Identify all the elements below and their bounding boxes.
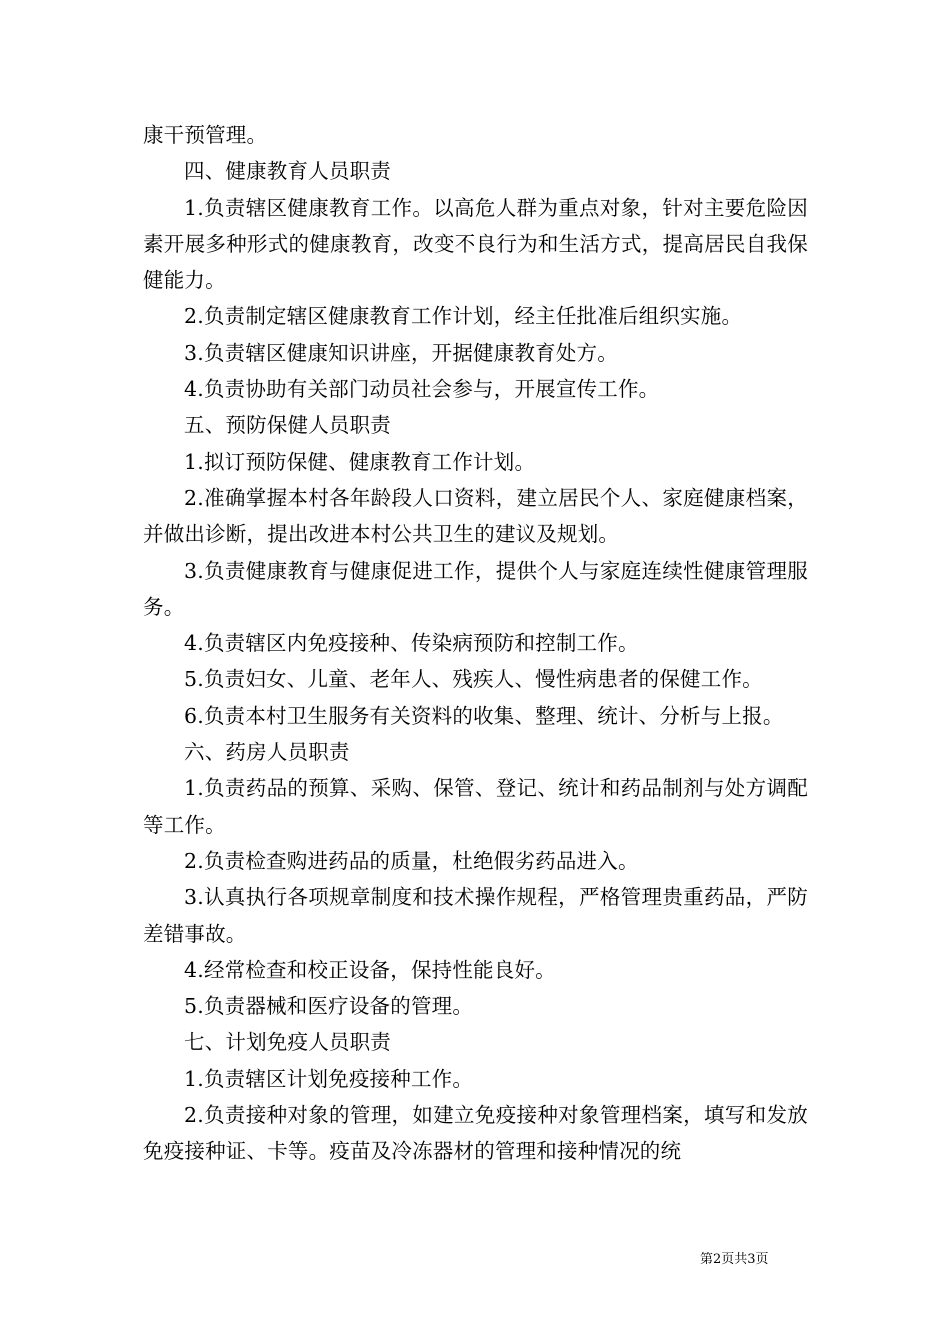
section-heading: 五、预防保健人员职责	[184, 413, 391, 438]
paragraph: 4.负责协助有关部门动员社会参与，开展宣传工作。	[184, 377, 660, 402]
paragraph: 5.负责器械和医疗设备的管理。	[184, 994, 474, 1019]
page-number-footer: 第2页共3页	[700, 1252, 769, 1267]
paragraph: 6.负责本村卫生服务有关资料的收集、整理、统计、分析与上报。	[184, 703, 784, 728]
paragraph: 3.负责健康教育与健康促进工作，提供个人与家庭连续性健康管理服务。	[143, 558, 808, 619]
paragraph: 1.负责药品的预算、采购、保管、登记、统计和药品制剂与处方调配等工作。	[143, 776, 808, 837]
paragraph: 1.负责辖区健康教育工作。以高危人群为重点对象，针对主要危险因素开展多种形式的健康教育，改变不良行为和生活方式，提高居民自我保健能力。	[143, 195, 808, 293]
paragraph: 3.负责辖区健康知识讲座，开据健康教育处方。	[184, 340, 618, 365]
paragraph: 康干预管理。	[143, 123, 268, 147]
document-body	[143, 117, 808, 1170]
paragraph: 2.负责接种对象的管理，如建立免疫接种对象管理档案，填写和发放免疫接种证、卡等。疫苗及冷冻器材的管理和接种情况的统	[143, 1103, 808, 1164]
paragraph: 5.负责妇女、儿童、老年人、残疾人、慢性病患者的保健工作。	[184, 667, 763, 692]
paragraph: 1.负责辖区计划免疫接种工作。	[184, 1066, 474, 1091]
paragraph: 2.负责制定辖区健康教育工作计划，经主任批准后组织实施。	[184, 304, 743, 329]
paragraph: 1.拟订预防保健、健康教育工作计划。	[184, 449, 536, 474]
paragraph: 3.认真执行各项规章制度和技术操作规程，严格管理贵重药品，严防差错事故。	[143, 885, 808, 946]
section-heading: 七、计划免疫人员职责	[184, 1030, 391, 1055]
paragraph: 2.准确掌握本村各年龄段人口资料，建立居民个人、家庭健康档案，并做出诊断，提出改进本村公共卫生的建议及规划。	[143, 485, 808, 547]
paragraph: 4.负责辖区内免疫接种、传染病预防和控制工作。	[184, 631, 639, 656]
section-heading: 六、药房人员职责	[184, 740, 350, 765]
section-heading: 四、健康教育人员职责	[184, 159, 391, 184]
paragraph: 4.经常检查和校正设备，保持性能良好。	[184, 957, 556, 982]
paragraph: 2.负责检查购进药品的质量，杜绝假劣药品进入。	[184, 848, 639, 873]
